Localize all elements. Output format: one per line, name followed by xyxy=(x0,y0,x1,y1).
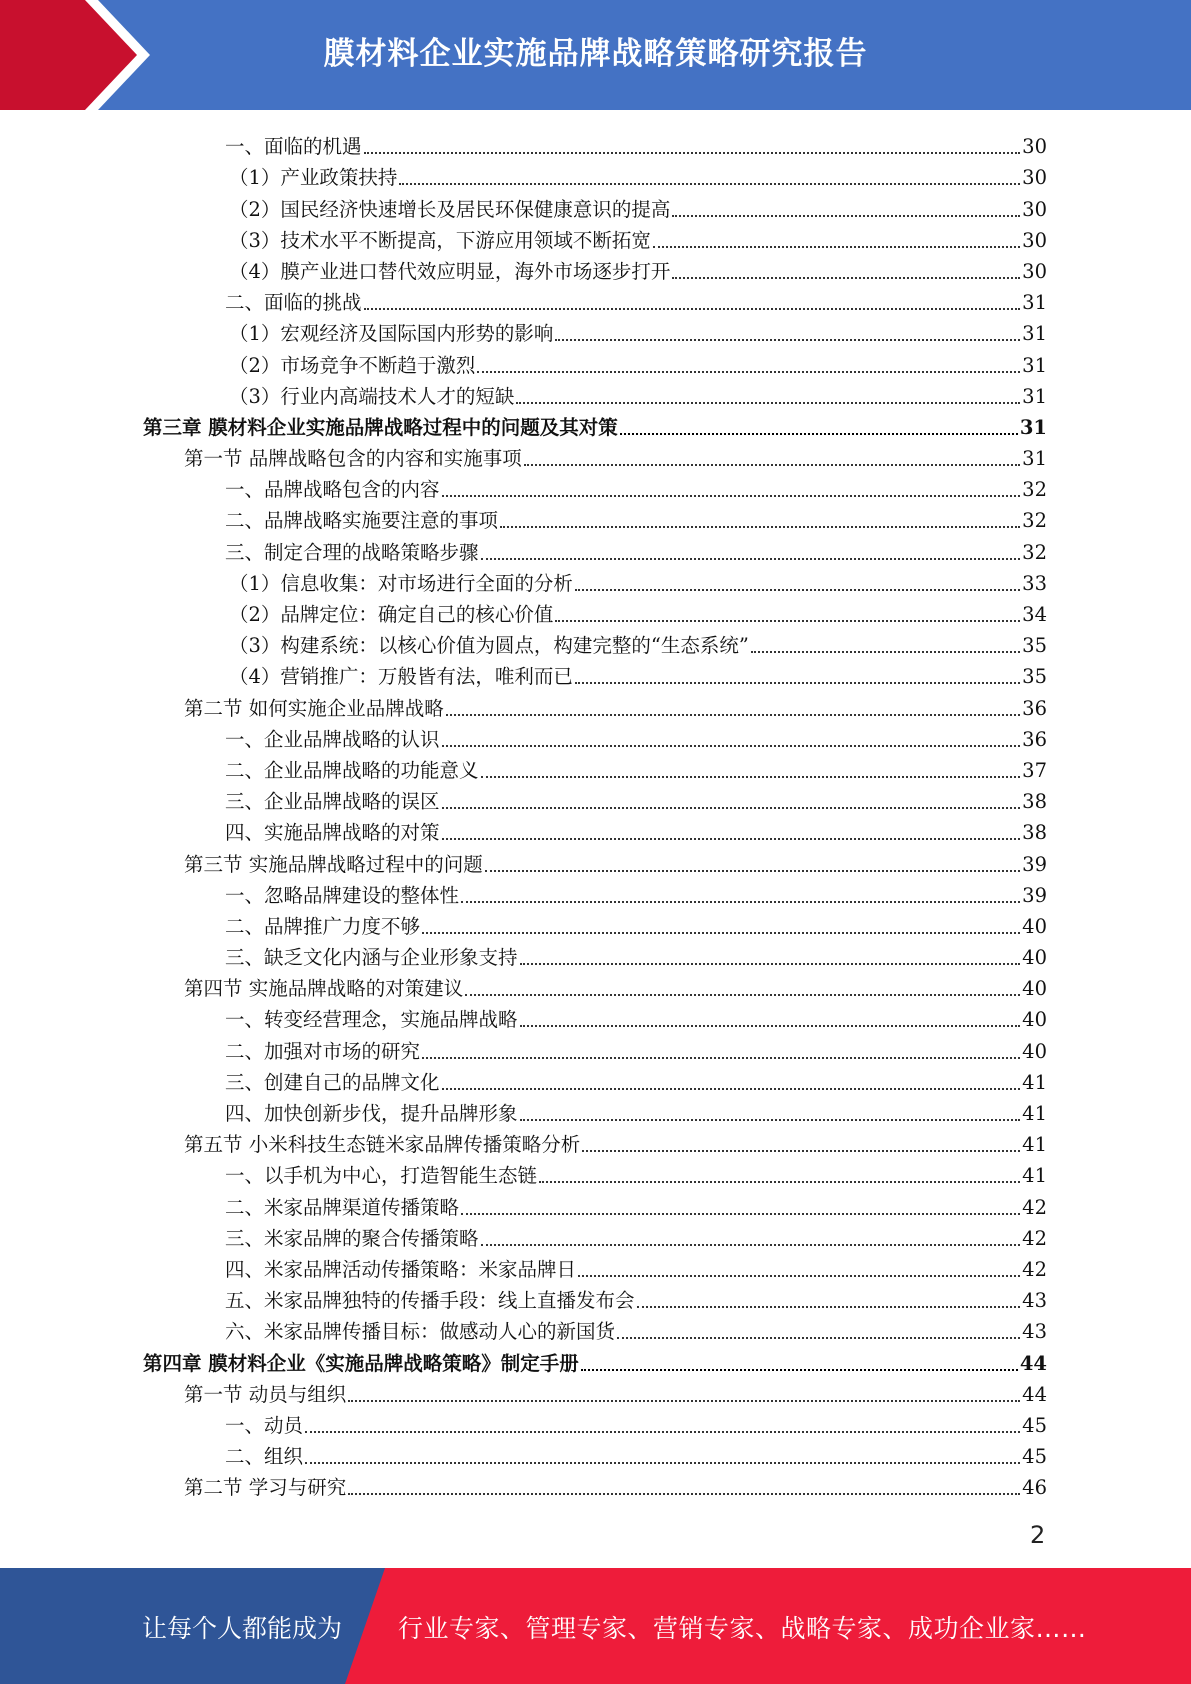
footer-slogan-left: 让每个人都能成为 xyxy=(142,1614,343,1643)
toc-dot-leader xyxy=(481,1244,1021,1246)
toc-chapter-row[interactable] xyxy=(143,1344,1047,1375)
toc-entry-label: 二、企业品牌战略的功能意义 xyxy=(225,758,479,782)
toc-entry-row[interactable] xyxy=(143,1064,1047,1095)
toc-dot-leader xyxy=(481,776,1021,778)
toc-entry-label: 一、面临的机遇 xyxy=(225,135,362,159)
toc-entry-page: 38 xyxy=(1022,821,1047,845)
toc-entry-label: 三、制定合理的战略策略步骤 xyxy=(225,540,479,564)
toc-section-row[interactable] xyxy=(143,689,1047,720)
toc-entry-row[interactable] xyxy=(143,783,1047,814)
toc-entry-page: 37 xyxy=(1022,758,1047,782)
toc-entry-page: 38 xyxy=(1022,790,1047,814)
toc-entry-label: （2）国民经济快速增长及居民环保健康意识的提高 xyxy=(229,197,671,221)
toc-entry-label: 一、以手机为中心，打造智能生态链 xyxy=(225,1164,538,1188)
toc-entry-label: 第二节 如何实施企业品牌战略 xyxy=(184,696,444,720)
toc-dot-leader xyxy=(364,308,1021,310)
toc-dot-leader xyxy=(539,1181,1020,1183)
toc-chapter-row[interactable] xyxy=(143,409,1047,440)
toc-entry-row[interactable] xyxy=(143,159,1047,190)
toc-entry-page: 46 xyxy=(1022,1476,1047,1500)
toc-entry-label: 三、米家品牌的聚合传播策略 xyxy=(225,1226,479,1250)
toc-entry-page: 40 xyxy=(1022,1008,1047,1032)
toc-dot-leader xyxy=(364,152,1021,154)
toc-dot-leader xyxy=(422,932,1020,934)
toc-entry-page: 36 xyxy=(1022,696,1047,720)
toc-entry-label: （1）宏观经济及国际国内形势的影响 xyxy=(229,322,554,346)
toc-entry-row[interactable] xyxy=(143,814,1047,845)
toc-entry-label: 第二节 学习与研究 xyxy=(184,1476,347,1500)
toc-dot-leader xyxy=(442,838,1021,840)
toc-entry-row[interactable] xyxy=(143,222,1047,253)
toc-entry-page: 41 xyxy=(1022,1102,1047,1125)
toc-entry-row[interactable] xyxy=(143,1313,1047,1344)
toc-dot-leader xyxy=(461,901,1020,903)
toc-dot-leader xyxy=(442,495,1021,497)
toc-entry-label: 一、动员 xyxy=(225,1413,304,1437)
toc-dot-leader xyxy=(348,1493,1020,1495)
toc-entry-page: 34 xyxy=(1022,603,1047,626)
toc-entry-row[interactable] xyxy=(143,1001,1047,1032)
toc-dot-leader xyxy=(446,714,1020,716)
toc-entry-row[interactable] xyxy=(143,471,1047,502)
toc-entry-label: 四、米家品牌活动传播策略：米家品牌日 xyxy=(225,1257,577,1281)
toc-dot-leader xyxy=(751,651,1020,653)
toc-entry-page: 44 xyxy=(1019,1351,1047,1375)
toc-dot-leader xyxy=(442,807,1021,809)
toc-entry-page: 41 xyxy=(1022,1133,1047,1157)
toc-entry-page: 36 xyxy=(1022,727,1047,751)
toc-dot-leader xyxy=(520,1119,1021,1121)
toc-dot-leader xyxy=(555,339,1020,341)
toc-entry-label: 三、企业品牌战略的误区 xyxy=(225,790,440,814)
toc-entry-label: 三、缺乏文化内涵与企业形象支持 xyxy=(225,946,518,970)
toc-dot-leader xyxy=(500,526,1020,528)
toc-entry-page: 32 xyxy=(1022,509,1047,533)
toc-entry-label: 第三章 膜材料企业实施品牌战略过程中的问题及其对策 xyxy=(143,415,618,439)
toc-entry-row[interactable] xyxy=(143,877,1047,908)
toc-entry-row[interactable] xyxy=(143,752,1047,783)
toc-dot-leader xyxy=(575,682,1020,684)
toc-entry-label: （2）市场竞争不断趋于激烈 xyxy=(229,353,476,377)
toc-entry-label: （4）营销推广：万般皆有法，唯利而已 xyxy=(229,665,573,689)
toc-entry-page: 41 xyxy=(1022,1070,1047,1094)
toc-entry-row[interactable] xyxy=(143,253,1047,284)
toc-entry-label: 二、品牌推广力度不够 xyxy=(225,914,421,938)
toc-entry-row[interactable] xyxy=(143,1438,1047,1469)
toc-entry-row[interactable] xyxy=(143,533,1047,564)
toc-entry-page: 39 xyxy=(1022,883,1047,907)
toc-entry-page: 35 xyxy=(1022,634,1047,658)
toc-entry-label: 四、加快创新步伐，提升品牌形象 xyxy=(225,1102,518,1125)
toc-entry-page: 45 xyxy=(1022,1413,1047,1437)
toc-entry-label: 二、面临的挑战 xyxy=(225,291,362,315)
toc-entry-label: （4）膜产业进口替代效应明显，海外市场逐步打开 xyxy=(229,259,671,283)
toc-entry-label: 一、品牌战略包含的内容 xyxy=(225,478,440,502)
toc-section-row[interactable] xyxy=(143,440,1047,471)
page-footer xyxy=(0,1568,1191,1684)
toc-entry-label: 五、米家品牌独特的传播手段：线上直播发布会 xyxy=(225,1289,635,1313)
toc-entry-row[interactable] xyxy=(143,658,1047,689)
toc-entry-page: 40 xyxy=(1022,914,1047,938)
toc-dot-leader xyxy=(524,464,1020,466)
toc-section-row[interactable] xyxy=(143,970,1047,1001)
toc-dot-leader xyxy=(348,1400,1020,1402)
toc-entry-row[interactable] xyxy=(143,1095,1047,1126)
toc-entry-row[interactable] xyxy=(143,502,1047,533)
toc-entry-row[interactable] xyxy=(143,128,1047,159)
toc-dot-leader xyxy=(520,963,1021,965)
toc-entry-label: （3）技术水平不断提高，下游应用领域不断拓宽 xyxy=(229,228,651,252)
toc-entry-page: 31 xyxy=(1022,353,1047,377)
toc-entry-label: 一、转变经营理念，实施品牌战略 xyxy=(225,1008,518,1032)
toc-entry-row[interactable] xyxy=(143,1251,1047,1282)
toc-dot-leader xyxy=(617,1337,1020,1339)
toc-entry-row[interactable] xyxy=(143,190,1047,221)
toc-dot-leader xyxy=(520,1025,1021,1027)
toc-entry-label: 二、品牌战略实施要注意的事项 xyxy=(225,509,499,533)
toc-dot-leader xyxy=(672,215,1020,217)
toc-dot-leader xyxy=(305,1431,1020,1433)
toc-entry-label: 三、创建自己的品牌文化 xyxy=(225,1070,440,1094)
toc-entry-label: 二、组织 xyxy=(225,1445,304,1469)
toc-entry-page: 35 xyxy=(1022,665,1047,689)
toc-dot-leader xyxy=(477,371,1020,373)
toc-entry-row[interactable] xyxy=(143,1157,1047,1188)
toc-dot-leader xyxy=(485,870,1020,872)
toc-section-row[interactable] xyxy=(143,1376,1047,1407)
toc-section-row[interactable] xyxy=(143,1126,1047,1157)
page-header xyxy=(0,0,1191,110)
toc-entry-page: 32 xyxy=(1022,540,1047,564)
toc-entry-row[interactable] xyxy=(143,1032,1047,1063)
footer-slogan-right: 行业专家、管理专家、营销专家、战略专家、成功企业家…… xyxy=(398,1614,1087,1643)
toc-entry-page: 30 xyxy=(1022,197,1047,221)
toc-entry-row[interactable] xyxy=(143,1407,1047,1438)
toc-entry-page: 40 xyxy=(1022,946,1047,970)
toc-dot-leader xyxy=(672,277,1020,279)
toc-entry-page: 43 xyxy=(1022,1289,1047,1313)
toc-entry-page: 30 xyxy=(1022,259,1047,283)
table-of-contents xyxy=(143,128,1047,1500)
toc-entry-page: 30 xyxy=(1022,135,1047,159)
toc-entry-label: 六、米家品牌传播目标：做感动人心的新国货 xyxy=(225,1320,616,1344)
toc-entry-page: 44 xyxy=(1022,1382,1047,1406)
toc-entry-label: 第四章 膜材料企业《实施品牌战略策略》制定手册 xyxy=(143,1351,579,1375)
toc-entry-label: 第一节 品牌战略包含的内容和实施事项 xyxy=(184,447,522,471)
toc-dot-leader xyxy=(653,246,1020,248)
toc-entry-label: 二、加强对市场的研究 xyxy=(225,1039,421,1063)
toc-entry-page: 42 xyxy=(1022,1226,1047,1250)
toc-dot-leader xyxy=(516,402,1020,404)
toc-dot-leader xyxy=(422,1057,1020,1059)
toc-entry-page: 31 xyxy=(1022,384,1047,408)
toc-entry-row[interactable] xyxy=(143,721,1047,752)
toc-entry-row[interactable] xyxy=(143,346,1047,377)
toc-entry-label: 四、实施品牌战略的对策 xyxy=(225,821,440,845)
toc-entry-row[interactable] xyxy=(143,565,1047,596)
toc-entry-row[interactable] xyxy=(143,939,1047,970)
toc-entry-row[interactable] xyxy=(143,378,1047,409)
toc-entry-page: 32 xyxy=(1022,478,1047,502)
toc-dot-leader xyxy=(637,1306,1021,1308)
toc-entry-label: （2）品牌定位：确定自己的核心价值 xyxy=(229,603,554,626)
toc-dot-leader xyxy=(399,183,1020,185)
toc-entry-page: 45 xyxy=(1022,1445,1047,1469)
toc-dot-leader xyxy=(442,1088,1021,1090)
toc-section-row[interactable] xyxy=(143,845,1047,876)
toc-dot-leader xyxy=(575,589,1020,591)
toc-dot-leader xyxy=(442,745,1021,747)
toc-entry-page: 31 xyxy=(1022,447,1047,471)
toc-dot-leader xyxy=(461,1213,1020,1215)
toc-entry-page: 30 xyxy=(1022,166,1047,190)
toc-dot-leader xyxy=(620,433,1018,435)
toc-entry-label: 第五节 小米科技生态链米家品牌传播策略分析 xyxy=(184,1133,581,1157)
toc-entry-page: 31 xyxy=(1019,415,1047,439)
page-number: 2 xyxy=(1030,1521,1046,1549)
toc-section-row[interactable] xyxy=(143,1469,1047,1500)
toc-entry-page: 41 xyxy=(1022,1164,1047,1188)
toc-entry-label: 第四节 实施品牌战略的对策建议 xyxy=(184,977,464,1001)
toc-entry-page: 40 xyxy=(1022,1039,1047,1063)
toc-entry-row[interactable] xyxy=(143,1282,1047,1313)
toc-dot-leader xyxy=(581,1369,1018,1371)
toc-entry-page: 39 xyxy=(1022,852,1047,876)
toc-entry-label: 一、忽略品牌建设的整体性 xyxy=(225,883,460,907)
toc-entry-page: 31 xyxy=(1022,322,1047,346)
toc-entry-page: 40 xyxy=(1022,977,1047,1001)
toc-entry-row[interactable] xyxy=(143,284,1047,315)
toc-dot-leader xyxy=(555,620,1020,622)
toc-entry-page: 30 xyxy=(1022,228,1047,252)
toc-entry-page: 31 xyxy=(1022,291,1047,315)
toc-entry-row[interactable] xyxy=(143,1188,1047,1219)
toc-dot-leader xyxy=(578,1275,1020,1277)
toc-entry-row[interactable] xyxy=(143,1220,1047,1251)
toc-entry-page: 42 xyxy=(1022,1195,1047,1219)
toc-entry-row[interactable] xyxy=(143,908,1047,939)
toc-entry-row[interactable] xyxy=(143,627,1047,658)
toc-entry-label: （3）构建系统：以核心价值为圆点，构建完整的“生态系统” xyxy=(229,634,749,658)
toc-dot-leader xyxy=(481,558,1021,560)
toc-entry-row[interactable] xyxy=(143,315,1047,346)
toc-entry-row[interactable] xyxy=(143,596,1047,627)
toc-entry-page: 43 xyxy=(1022,1320,1047,1344)
toc-dot-leader xyxy=(305,1462,1020,1464)
toc-entry-label: 第三节 实施品牌战略过程中的问题 xyxy=(184,852,483,876)
toc-entry-page: 42 xyxy=(1022,1257,1047,1281)
toc-entry-label: （3）行业内高端技术人才的短缺 xyxy=(229,384,515,408)
toc-entry-label: 二、米家品牌渠道传播策略 xyxy=(225,1195,460,1219)
toc-dot-leader xyxy=(465,994,1020,996)
toc-entry-label: 一、企业品牌战略的认识 xyxy=(225,727,440,751)
toc-entry-label: 第一节 动员与组织 xyxy=(184,1382,347,1406)
toc-entry-label: （1）产业政策扶持 xyxy=(229,166,398,190)
toc-entry-page: 33 xyxy=(1022,571,1047,595)
document-title: 膜材料企业实施品牌战略策略研究报告 xyxy=(323,36,868,72)
toc-entry-label: （1）信息收集：对市场进行全面的分析 xyxy=(229,571,573,595)
toc-dot-leader xyxy=(582,1150,1020,1152)
